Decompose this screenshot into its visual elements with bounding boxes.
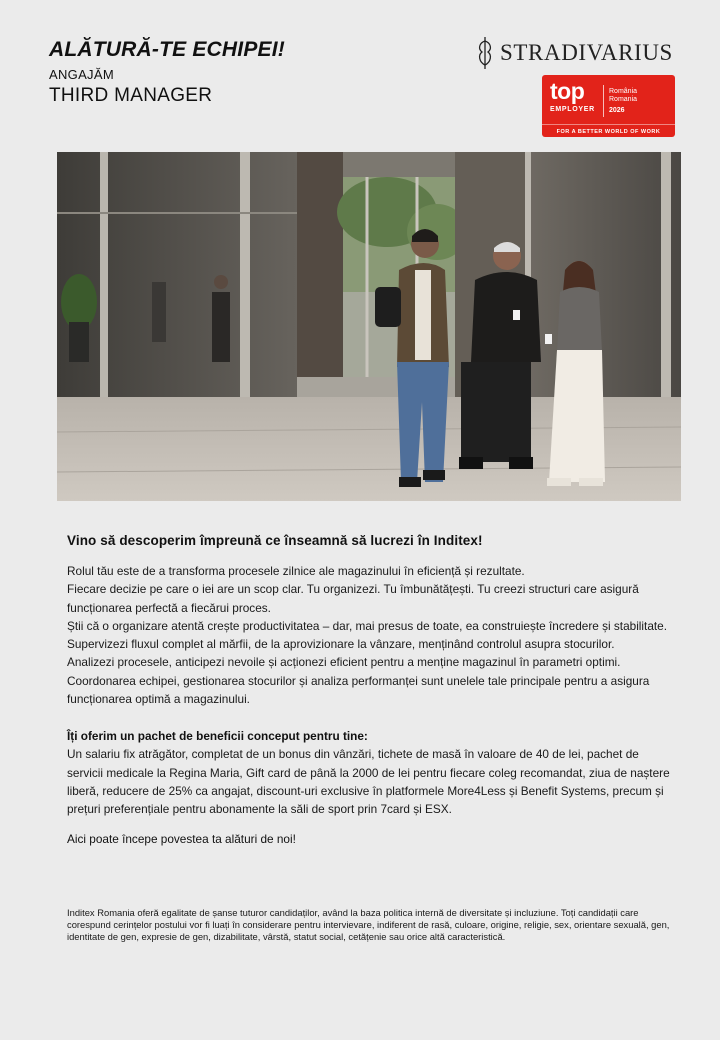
role-paragraph-1: Rolul tău este de a transforma procesele zilnice ale magazinului în eficiență și rezultate.: [67, 564, 525, 578]
headline: ALĂTURĂ-TE ECHIPEI!: [49, 38, 285, 61]
badge-year: 2026: [609, 107, 625, 114]
badge-country-ro: România: [609, 88, 638, 95]
closing-line: Aici poate începe povestea ta alături de noi!: [67, 831, 296, 846]
benefits-text: Un salariu fix atrăgător, completat de un bonus din vânzări, tichete de masă în valoare de 40 de lei, pachet de servicii medicale la Regina Maria, Gift card de până la 2000 de lei pentru fiecare coleg recomandat, ziua de naștere liberă, reducere de 25% ca angajat, discount-uri exclusive în platformele More4Less și Benefit Systems, precum și prețuri preferențiale pentru abonamente la săli de sport prin 7card și ESX.: [67, 747, 670, 817]
badge-country-en: Romania: [609, 96, 638, 103]
job-title: THIRD MANAGER: [49, 85, 213, 106]
brand-logo: [476, 37, 676, 69]
role-paragraph-2: Fiecare decizie pe care o iei are un scop clar. Tu organizezi. Tu îmbunătățești. Tu creezi structuri care asigură funcționarea perfectă a fiecărui proces.: [67, 582, 639, 615]
badge-employer-label: EMPLOYER: [550, 106, 595, 113]
brand-name: STRADIVARIUS: [500, 40, 673, 65]
job-description: [67, 533, 677, 848]
equal-opportunity-disclaimer: Inditex Romania oferă egalitate de șanse tuturor candidaților, având la baza politica internă de diversitate și incluziune. Toți candidații care corespund cerințelor postului vor fi luați în considerare pentru intervievare, indiferent de rasă, culoare, origine, religie, sex, orientare sexuală, gen, identitate de gen, expresie de gen, dizabilitate, vârstă, statut social, cetățenie sau orice altă caracteristică.: [67, 907, 670, 942]
role-paragraph-5: Analizezi procesele, anticipezi nevoile și acționezi eficient pentru a menține magazinul în parametri optimi.: [67, 655, 621, 670]
benefits-heading: Îți oferim un pachet de beneficii conceput pentru tine:: [67, 729, 368, 744]
role-paragraph-3: Știi că o organizare atentă crește productivitatea – dar, mai presus de toate, ea construiește încredere și stabilitate.: [67, 618, 668, 633]
stradivarius-violin-emblem-icon: [476, 37, 494, 69]
eyebrow-label: ANGAJĂM: [49, 67, 114, 82]
role-paragraph-6: Coordonarea echipei, gestionarea stocurilor și analiza performanței sunt unelele tale principale pentru a asigura funcționarea optimă a magazinului.: [67, 673, 650, 707]
team-photo-illustration: [57, 152, 681, 501]
badge-slogan: FOR A BETTER WORLD OF WORK: [542, 124, 675, 135]
top-employer-badge: [542, 75, 675, 137]
badge-top-word: top: [550, 78, 585, 104]
badge-divider: [603, 85, 604, 117]
role-paragraph-4: Supervizezi fluxul complet al mărfii, de la aprovizionare la vânzare, menținând controlul asupra stocurilor.: [67, 637, 615, 652]
intro-heading: Vino să descoperim împreună ce înseamnă să lucrezi în Inditex!: [67, 533, 483, 548]
team-photo: [57, 152, 681, 501]
header: [49, 38, 285, 107]
